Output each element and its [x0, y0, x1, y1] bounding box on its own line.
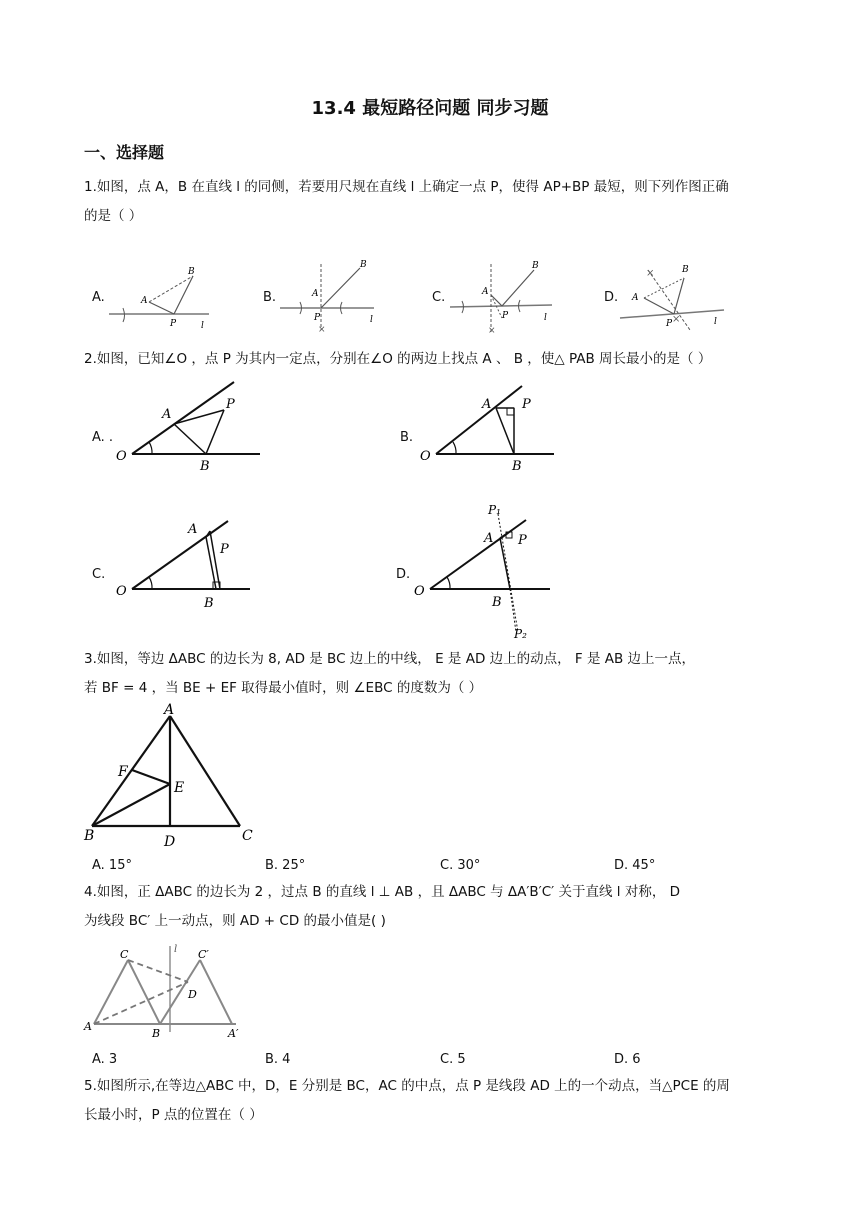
label-a: A [162, 407, 172, 422]
label-o: O [420, 449, 431, 464]
label-o: O [116, 584, 127, 599]
question-3-line-1: 3.如图，等边 ΔABC 的边长为 8, AD 是 BC 边上的中线， E 是 AD 边上的动点， F 是 AB 边上一点， [84, 651, 696, 667]
q2-figure-c [112, 513, 262, 613]
label-b: B [204, 596, 214, 611]
label-p: P [226, 397, 235, 412]
q2-option-d: D. [396, 567, 411, 582]
q2-figure-a [112, 378, 272, 473]
q2-figure-b [416, 378, 566, 473]
question-4-line-1: 4.如图，正 ΔABC 的边长为 2 ，过点 B 的直线 l ⊥ AB ，且 ΔABC 与 ΔA′B′C′ 关于直线 l 对称， D [84, 884, 681, 900]
label-a-prime: A′ [228, 1027, 239, 1038]
svg-text:×: × [488, 326, 496, 336]
question-4-line-2: 为线段 BC′ 上一动点，则 AD + CD 的最小值是( ) [84, 913, 386, 929]
label-p: P [314, 313, 321, 323]
q1-option-b: B. [263, 290, 277, 305]
question-1-text [84, 173, 778, 231]
question-4-text [84, 878, 778, 936]
label-d: D [188, 988, 197, 1001]
q4-option-d: D. 6 [614, 1052, 641, 1067]
q1-figure-c [448, 258, 558, 338]
q3-option-b: B. 25° [265, 858, 306, 873]
label-p1: P₁ [488, 503, 501, 517]
q2-figure-d [410, 500, 560, 640]
q4-option-a: A. 3 [92, 1052, 118, 1067]
label-f: F [118, 764, 128, 780]
label-l: l [544, 313, 547, 323]
label-c-prime: C′ [198, 948, 209, 961]
label-b: B [188, 267, 195, 277]
q1-figure-b [278, 258, 388, 338]
label-p: P [518, 533, 527, 548]
label-b: B [152, 1027, 161, 1038]
label-e: E [174, 780, 185, 796]
label-l: l [714, 317, 717, 327]
q3-option-a: A. 15° [92, 858, 132, 873]
label-a: A [632, 293, 639, 303]
label-c: C [120, 948, 129, 961]
label-p2: P₂ [514, 627, 527, 640]
q1-figure-d [618, 258, 733, 338]
label-b: B [360, 260, 367, 270]
question-1-line-1: 1.如图，点 A，B 在直线 l 的同侧，若要用尺规在直线 l 上确定一点 P，使得 AP+BP 最短，则下列作图正确 [84, 179, 729, 195]
question-1-line-2: 的是（ ） [84, 208, 143, 224]
question-5-line-2: 长最小时，P 点的位置在（ ） [84, 1107, 263, 1123]
q2-option-a: A. . [92, 430, 114, 445]
label-a: A [482, 287, 489, 297]
label-a: A [482, 397, 492, 412]
label-p: P [220, 542, 229, 557]
label-b: B [512, 459, 522, 473]
question-2-line-1: 2.如图，已知∠O ，点 P 为其内一定点，分别在∠O 的两边上找点 A 、 B ，使△ PAB 周长最小的是（ ） [84, 351, 712, 367]
label-l: l [201, 321, 204, 331]
label-l: l [370, 315, 373, 325]
label-p: P [502, 311, 509, 321]
label-p: P [666, 319, 673, 329]
label-p: P [522, 397, 531, 412]
label-b: B [492, 595, 502, 610]
question-5-line-1: 5.如图所示,在等边△ABC 中，D，E 分别是 BC，AC 的中点，点 P 是线段 AD 上的一个动点，当△PCE 的周 [84, 1078, 730, 1094]
label-d: D [164, 834, 176, 850]
q3-figure [80, 700, 270, 852]
question-3-text [84, 645, 778, 703]
q2-option-c: C. [92, 567, 106, 582]
label-a: A [312, 289, 319, 299]
svg-text:×: × [646, 268, 655, 279]
label-b: B [532, 261, 539, 271]
q1-option-d: D. [604, 290, 619, 305]
label-b: B [682, 265, 689, 275]
q4-option-c: C. 5 [440, 1052, 466, 1067]
q4-option-b: B. 4 [265, 1052, 291, 1067]
q1-figure-a [105, 258, 220, 333]
svg-text:×: × [318, 325, 326, 335]
q3-option-c: C. 30° [440, 858, 481, 873]
question-2-text [84, 345, 778, 374]
label-o: O [414, 584, 425, 599]
label-o: O [116, 449, 127, 464]
q3-option-d: D. 45° [614, 858, 656, 873]
label-p: P [170, 319, 177, 329]
q1-option-a: A. [92, 290, 105, 305]
label-a: A [141, 296, 148, 306]
label-a: A [164, 702, 175, 718]
section-heading: 一、选择题 [84, 143, 165, 162]
label-a: A [484, 531, 494, 546]
q2-option-b: B. [400, 430, 414, 445]
label-a: A [84, 1020, 92, 1033]
label-a: A [188, 522, 198, 537]
page-title: 13.4 最短路径问题 同步习题 [311, 98, 549, 119]
q1-option-c: C. [432, 290, 446, 305]
label-b: B [200, 459, 210, 473]
question-5-text [84, 1072, 778, 1130]
label-l: l [174, 944, 178, 955]
q4-figure [80, 942, 250, 1038]
label-c: C [242, 828, 253, 844]
question-3-line-2: 若 BF = 4 ，当 BE + EF 取得最小值时，则 ∠EBC 的度数为（ ） [84, 680, 483, 696]
label-b: B [84, 828, 95, 844]
svg-text:×: × [672, 314, 681, 325]
